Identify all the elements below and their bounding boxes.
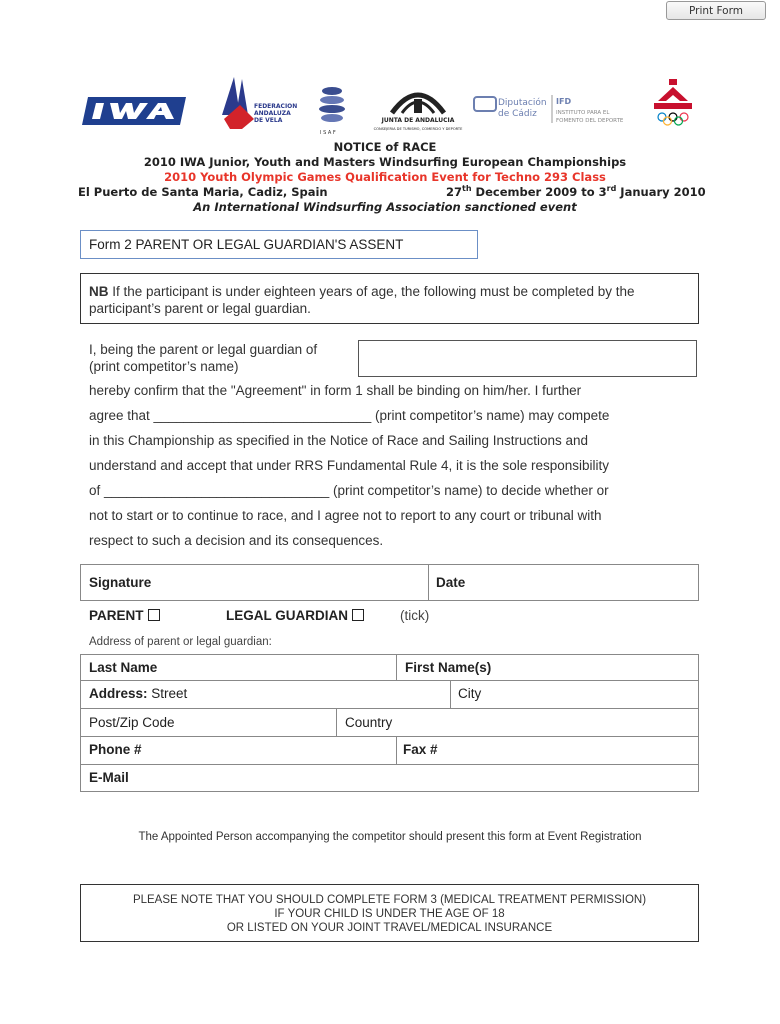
last-name-field[interactable]: [81, 655, 397, 681]
sanction-line: An International Windsurfing Association sanctioned event: [193, 200, 577, 214]
assent-line-1b: (print competitor’s name): [89, 359, 239, 374]
guardian-checkbox[interactable]: [352, 609, 364, 621]
sponsor-logos: [80, 75, 700, 135]
guardian-option: LEGAL GUARDIAN: [226, 608, 364, 623]
isaf-logo: [312, 79, 352, 137]
fax-field[interactable]: [397, 737, 700, 765]
phone-label: Phone #: [89, 742, 142, 757]
form-title-box: [80, 230, 478, 259]
phone-field[interactable]: [81, 737, 397, 765]
parent-option: PARENT: [89, 608, 160, 623]
city-label: City: [458, 686, 482, 701]
print-form-button[interactable]: Print Form: [666, 1, 766, 20]
svg-text:FEDERACION: FEDERACION: [254, 103, 298, 110]
notice-heading: NOTICE of RACE: [333, 140, 437, 154]
parent-checkbox[interactable]: [148, 609, 160, 621]
postcode-label: Post/Zip Code: [89, 715, 175, 730]
email-field[interactable]: [81, 765, 698, 793]
svg-text:IFD: IFD: [556, 97, 572, 106]
olympic-committee-logo: [650, 79, 696, 129]
svg-text:DE VELA: DE VELA: [254, 117, 283, 124]
signature-field[interactable]: [81, 565, 429, 600]
assent-line-5: understand and accept that under RRS Fundamental Rule 4, it is the sole responsibility: [89, 458, 610, 473]
event-dates: 27th December 2009 to 3rd January 2010: [446, 184, 706, 199]
svg-text:CONSEJERIA DE TURISMO, COMERCI: CONSEJERIA DE TURISMO, COMERCIO Y DEPORTE: [373, 127, 463, 131]
tick-hint: (tick): [400, 608, 430, 623]
street-field[interactable]: [81, 681, 451, 709]
competitor-name-input[interactable]: [358, 340, 697, 377]
medical-note-line-3: OR LISTED ON YOUR JOINT TRAVEL/MEDICAL INSURANCE: [226, 922, 553, 934]
svg-text:ANDALUZA: ANDALUZA: [254, 110, 291, 117]
junta-andalucia-logo: [370, 77, 466, 133]
svg-text:Diputación: Diputación: [498, 98, 547, 108]
email-label: E-Mail: [89, 770, 129, 785]
event-title: 2010 IWA Junior, Youth and Masters Windsurfing European Championships: [143, 155, 627, 169]
medical-note-box: [80, 884, 699, 942]
assent-line-4: in this Championship as specified in the Notice of Race and Sailing Instructions and: [89, 433, 589, 448]
street-label: Address: Street: [89, 686, 188, 701]
assent-line-1a: I, being the parent or legal guardian of: [89, 342, 318, 357]
svg-text:I S A F: I S A F: [320, 130, 336, 136]
iwa-logo: [82, 95, 188, 127]
medical-note-line-2: IF YOUR CHILD IS UNDER THE AGE OF 18: [274, 908, 505, 920]
nb-box: [80, 273, 699, 324]
assent-line-6: of ______________________________ (print competitor’s name) to decide whether or: [89, 483, 609, 498]
svg-text:INSTITUTO PARA EL: INSTITUTO PARA EL: [556, 110, 610, 116]
nb-text: NB If the participant is under eighteen years of age, the following must be completed by the participant’s parent or legal guardian.: [89, 284, 635, 316]
assent-line-7: not to start or to continue to race, and I agree not to report to any court or tribunal with: [89, 508, 602, 523]
svg-text:JUNTA DE ANDALUCIA: JUNTA DE ANDALUCIA: [381, 117, 455, 124]
assent-line-3: agree that _____________________________ (print competitor’s name) may compete: [89, 408, 610, 423]
postcode-field[interactable]: [81, 709, 337, 737]
first-name-field[interactable]: [397, 655, 700, 681]
date-label: Date: [436, 575, 466, 590]
event-subtitle: 2010 Youth Olympic Games Qualification Event for Techno 293 Class: [164, 170, 606, 184]
event-location: El Puerto de Santa Maria, Cadiz, Spain: [78, 185, 328, 199]
fav-logo: [214, 75, 298, 131]
form-title: Form 2 PARENT OR LEGAL GUARDIAN'S ASSENT: [89, 237, 404, 252]
medical-note-line-1: PLEASE NOTE THAT YOU SHOULD COMPLETE FORM 3 (MEDICAL TREATMENT PERMISSION): [132, 894, 647, 906]
last-name-label: Last Name: [89, 660, 158, 675]
diputacion-ifd-logo: [474, 93, 644, 129]
address-label: Address of parent or legal guardian:: [89, 636, 272, 648]
address-table: [80, 654, 699, 792]
country-label: Country: [345, 715, 393, 730]
signature-label: Signature: [89, 575, 152, 590]
svg-text:FOMENTO DEL DEPORTE: FOMENTO DEL DEPORTE: [556, 118, 624, 124]
assent-line-8: respect to such a decision and its consequences.: [89, 533, 384, 548]
country-field[interactable]: [337, 709, 700, 737]
date-field[interactable]: [429, 565, 700, 600]
assent-line-2: hereby confirm that the "Agreement" in form 1 shall be binding on him/her. I further: [89, 383, 582, 398]
svg-text:de Cádiz: de Cádiz: [498, 109, 537, 119]
first-name-label: First Name(s): [405, 660, 492, 675]
city-field[interactable]: [451, 681, 700, 709]
fax-label: Fax #: [403, 742, 438, 757]
signature-date-box: [80, 564, 699, 601]
appointed-person-note: The Appointed Person accompanying the competitor should present this form at Event Registration: [138, 831, 642, 843]
